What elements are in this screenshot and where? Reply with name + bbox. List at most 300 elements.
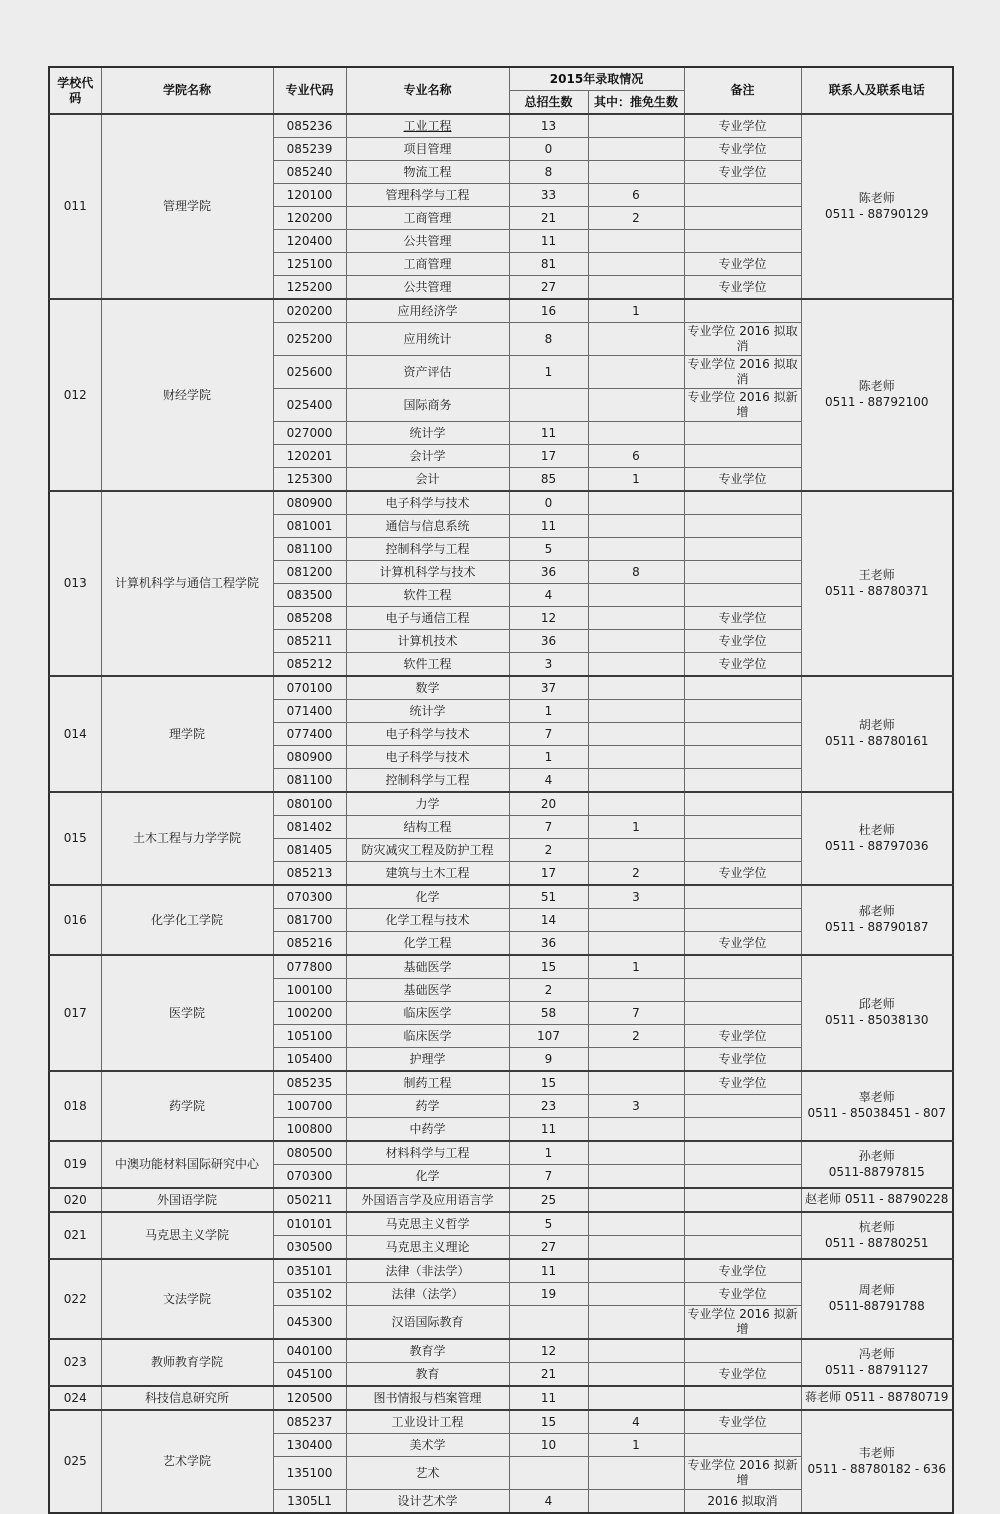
major-name-cell: 应用统计	[346, 323, 509, 356]
school-code-cell: 025	[49, 1410, 101, 1513]
remark-cell	[684, 746, 801, 769]
remark-cell	[684, 538, 801, 561]
major-code-cell: 030500	[273, 1236, 346, 1260]
remark-cell	[684, 230, 801, 253]
contact-cell	[801, 1386, 953, 1410]
remark-cell: 专业学位 2016 拟取消	[684, 323, 801, 356]
table-row	[49, 1339, 953, 1363]
contact-cell	[801, 676, 953, 792]
recommended-exempt-cell	[588, 422, 684, 445]
school-code-cell: 022	[49, 1259, 101, 1339]
contact-cell	[801, 1141, 953, 1188]
major-name-cell: 基础医学	[346, 955, 509, 979]
total-enrollment-cell: 58	[509, 1002, 588, 1025]
total-enrollment-cell: 17	[509, 445, 588, 468]
total-enrollment-cell: 0	[509, 491, 588, 515]
major-code-cell: 080900	[273, 491, 346, 515]
major-code-cell: 100200	[273, 1002, 346, 1025]
remark-cell	[684, 839, 801, 862]
remark-cell: 专业学位 2016 拟新增	[684, 1306, 801, 1340]
recommended-exempt-cell: 1	[588, 299, 684, 323]
recommended-exempt-cell	[588, 1457, 684, 1490]
remark-cell	[684, 1118, 801, 1142]
recommended-exempt-cell	[588, 1188, 684, 1212]
major-name-cell: 计算机技术	[346, 630, 509, 653]
major-name-cell: 软件工程	[346, 653, 509, 677]
major-code-cell: 071400	[273, 700, 346, 723]
contact-line: 胡老师	[858, 718, 895, 733]
recommended-exempt-cell	[588, 607, 684, 630]
remark-cell: 专业学位 2016 拟新增	[684, 1457, 801, 1490]
major-code-cell: 085208	[273, 607, 346, 630]
major-code-cell: 085212	[273, 653, 346, 677]
admissions-table	[48, 66, 954, 1514]
total-enrollment-cell: 33	[509, 184, 588, 207]
total-enrollment-cell: 7	[509, 816, 588, 839]
total-enrollment-cell: 5	[509, 1212, 588, 1236]
major-code-cell: 081700	[273, 909, 346, 932]
recommended-exempt-cell: 1	[588, 955, 684, 979]
recommended-exempt-cell: 2	[588, 207, 684, 230]
recommended-exempt-cell	[588, 630, 684, 653]
college-name-cell: 外国语学院	[101, 1188, 273, 1212]
table-body	[49, 114, 953, 1513]
total-enrollment-cell: 17	[509, 862, 588, 886]
major-name-cell: 会计	[346, 468, 509, 492]
contact-line: 0511 - 88780371	[824, 583, 929, 598]
major-code-cell: 120200	[273, 207, 346, 230]
table-row	[49, 1259, 953, 1283]
recommended-exempt-cell	[588, 253, 684, 276]
remark-cell: 专业学位	[684, 862, 801, 886]
major-code-cell: 077400	[273, 723, 346, 746]
recommended-exempt-cell	[588, 1490, 684, 1514]
major-name-cell: 护理学	[346, 1048, 509, 1072]
recommended-exempt-cell: 1	[588, 1434, 684, 1457]
major-code-cell: 035102	[273, 1283, 346, 1306]
major-code-cell: 083500	[273, 584, 346, 607]
recommended-exempt-cell	[588, 1339, 684, 1363]
remark-cell: 专业学位	[684, 653, 801, 677]
contact-line: 邱老师	[858, 997, 895, 1012]
header-school-code: 学校代码	[49, 67, 101, 114]
remark-cell: 专业学位	[684, 1071, 801, 1095]
major-name-cell: 制药工程	[346, 1071, 509, 1095]
header-contact: 联系人及联系电话	[801, 67, 953, 114]
contact-line: 0511 - 88780182 - 636	[807, 1461, 946, 1476]
total-enrollment-cell: 21	[509, 207, 588, 230]
contact-cell	[801, 1259, 953, 1339]
recommended-exempt-cell	[588, 1259, 684, 1283]
total-enrollment-cell: 8	[509, 323, 588, 356]
major-name-cell: 化学工程	[346, 932, 509, 956]
contact-cell	[801, 1071, 953, 1141]
major-code-cell: 120201	[273, 445, 346, 468]
college-name-cell: 文法学院	[101, 1259, 273, 1339]
recommended-exempt-cell	[588, 723, 684, 746]
total-enrollment-cell: 1	[509, 356, 588, 389]
total-enrollment-cell: 14	[509, 909, 588, 932]
remark-cell: 专业学位	[684, 1259, 801, 1283]
contact-line: 陈老师	[858, 190, 895, 205]
recommended-exempt-cell	[588, 230, 684, 253]
major-name-cell: 电子科学与技术	[346, 491, 509, 515]
recommended-exempt-cell	[588, 676, 684, 700]
major-code-cell: 025400	[273, 389, 346, 422]
recommended-exempt-cell: 3	[588, 885, 684, 909]
contact-line: 0511 - 88780161	[824, 734, 929, 748]
header-major-code: 专业代码	[273, 67, 346, 114]
total-enrollment-cell: 27	[509, 1236, 588, 1260]
recommended-exempt-cell	[588, 515, 684, 538]
recommended-exempt-cell	[588, 138, 684, 161]
total-enrollment-cell: 11	[509, 515, 588, 538]
remark-cell: 专业学位 2016 拟新增	[684, 389, 801, 422]
remark-cell	[684, 1141, 801, 1165]
major-name-cell: 统计学	[346, 422, 509, 445]
header-row-1	[49, 67, 953, 91]
major-code-cell: 035101	[273, 1259, 346, 1283]
recommended-exempt-cell	[588, 653, 684, 677]
major-name-cell: 项目管理	[346, 138, 509, 161]
major-name-cell: 电子科学与技术	[346, 746, 509, 769]
contact-line: 0511-88791788	[828, 1299, 925, 1313]
school-code-cell: 014	[49, 676, 101, 792]
college-name-cell: 中澳功能材料国际研究中心	[101, 1141, 273, 1188]
recommended-exempt-cell	[588, 114, 684, 138]
major-name-cell: 工商管理	[346, 253, 509, 276]
major-name-cell: 会计学	[346, 445, 509, 468]
major-code-cell: 081200	[273, 561, 346, 584]
major-name-cell: 药学	[346, 1095, 509, 1118]
remark-cell	[684, 445, 801, 468]
major-code-cell: 085235	[273, 1071, 346, 1095]
major-name-cell: 软件工程	[346, 584, 509, 607]
major-name-cell: 美术学	[346, 1434, 509, 1457]
major-name-cell: 化学	[346, 885, 509, 909]
remark-cell	[684, 1165, 801, 1189]
school-code-cell: 020	[49, 1188, 101, 1212]
contact-cell	[801, 299, 953, 491]
major-name-cell: 公共管理	[346, 230, 509, 253]
total-enrollment-cell: 16	[509, 299, 588, 323]
major-code-cell: 081100	[273, 769, 346, 793]
total-enrollment-cell: 8	[509, 161, 588, 184]
remark-cell: 专业学位 2016 拟取消	[684, 356, 801, 389]
major-name-cell: 材料科学与工程	[346, 1141, 509, 1165]
school-code-cell: 023	[49, 1339, 101, 1386]
college-name-cell: 医学院	[101, 955, 273, 1071]
table-row	[49, 1386, 953, 1410]
remark-cell	[684, 184, 801, 207]
major-name-cell: 法律（非法学）	[346, 1259, 509, 1283]
recommended-exempt-cell	[588, 1363, 684, 1387]
total-enrollment-cell: 5	[509, 538, 588, 561]
major-code-cell: 020200	[273, 299, 346, 323]
contact-cell	[801, 491, 953, 676]
remark-cell	[684, 676, 801, 700]
recommended-exempt-cell	[588, 792, 684, 816]
recommended-exempt-cell: 4	[588, 1410, 684, 1434]
recommended-exempt-cell: 1	[588, 816, 684, 839]
remark-cell	[684, 792, 801, 816]
contact-line: 0511 - 88790187	[824, 920, 929, 934]
major-code-cell: 010101	[273, 1212, 346, 1236]
recommended-exempt-cell: 6	[588, 445, 684, 468]
total-enrollment-cell: 37	[509, 676, 588, 700]
remark-cell	[684, 584, 801, 607]
total-enrollment-cell: 0	[509, 138, 588, 161]
major-name-cell: 图书情报与档案管理	[346, 1386, 509, 1410]
contact-line: 0511 - 85038130	[824, 1013, 929, 1027]
contact-line: 0511 - 88791127	[824, 1362, 929, 1377]
table-row	[49, 1212, 953, 1236]
remark-cell	[684, 561, 801, 584]
recommended-exempt-cell: 6	[588, 184, 684, 207]
school-code-cell: 019	[49, 1141, 101, 1188]
recommended-exempt-cell: 8	[588, 561, 684, 584]
remark-cell	[684, 1212, 801, 1236]
total-enrollment-cell: 27	[509, 276, 588, 300]
header-remark: 备注	[684, 67, 801, 114]
college-name-cell: 药学院	[101, 1071, 273, 1141]
college-name-cell: 土木工程与力学学院	[101, 792, 273, 885]
table-row	[49, 676, 953, 700]
major-code-cell: 120100	[273, 184, 346, 207]
major-name-cell: 应用经济学	[346, 299, 509, 323]
total-enrollment-cell: 10	[509, 1434, 588, 1457]
remark-cell: 专业学位	[684, 1363, 801, 1387]
total-enrollment-cell: 19	[509, 1283, 588, 1306]
major-name-cell: 法律（法学）	[346, 1283, 509, 1306]
total-enrollment-cell: 15	[509, 955, 588, 979]
major-code-cell: 085239	[273, 138, 346, 161]
major-code-cell: 080500	[273, 1141, 346, 1165]
school-code-cell: 021	[49, 1212, 101, 1259]
remark-cell: 专业学位	[684, 607, 801, 630]
recommended-exempt-cell	[588, 1141, 684, 1165]
school-code-cell: 013	[49, 491, 101, 676]
major-name-cell: 艺术	[346, 1457, 509, 1490]
major-name-cell: 公共管理	[346, 276, 509, 300]
college-name-cell: 理学院	[101, 676, 273, 792]
major-name-cell: 汉语国际教育	[346, 1306, 509, 1340]
school-code-cell: 024	[49, 1386, 101, 1410]
total-enrollment-cell: 12	[509, 1339, 588, 1363]
table-row	[49, 1410, 953, 1434]
major-code-cell: 100800	[273, 1118, 346, 1142]
major-name-cell: 教育	[346, 1363, 509, 1387]
major-code-cell: 081402	[273, 816, 346, 839]
contact-line: 杭老师	[858, 1219, 895, 1234]
recommended-exempt-cell	[588, 932, 684, 956]
major-name-cell: 管理科学与工程	[346, 184, 509, 207]
table-row	[49, 792, 953, 816]
recommended-exempt-cell	[588, 700, 684, 723]
total-enrollment-cell: 4	[509, 584, 588, 607]
table-row	[49, 885, 953, 909]
major-name-cell: 控制科学与工程	[346, 538, 509, 561]
recommended-exempt-cell	[588, 1071, 684, 1095]
major-name-cell: 临床医学	[346, 1025, 509, 1048]
major-name-cell: 力学	[346, 792, 509, 816]
major-code-cell: 120400	[273, 230, 346, 253]
total-enrollment-cell: 81	[509, 253, 588, 276]
major-code-cell: 120500	[273, 1386, 346, 1410]
recommended-exempt-cell	[588, 276, 684, 300]
remark-cell	[684, 909, 801, 932]
total-enrollment-cell: 36	[509, 561, 588, 584]
remark-cell	[684, 1236, 801, 1260]
college-name-cell: 计算机科学与通信工程学院	[101, 491, 273, 676]
contact-line: 周老师	[858, 1283, 895, 1298]
total-enrollment-cell	[509, 389, 588, 422]
college-name-cell: 马克思主义学院	[101, 1212, 273, 1259]
major-name-cell: 防灾减灾工程及防护工程	[346, 839, 509, 862]
major-name-cell: 化学	[346, 1165, 509, 1189]
college-name-cell: 教师教育学院	[101, 1339, 273, 1386]
major-name-cell: 基础医学	[346, 979, 509, 1002]
total-enrollment-cell: 7	[509, 1165, 588, 1189]
remark-cell	[684, 1188, 801, 1212]
major-name-cell: 化学工程与技术	[346, 909, 509, 932]
total-enrollment-cell: 85	[509, 468, 588, 492]
contact-line: 0511-88797815	[828, 1164, 925, 1179]
major-name-cell: 外国语言学及应用语言学	[346, 1188, 509, 1212]
recommended-exempt-cell	[588, 1118, 684, 1142]
college-name-cell: 艺术学院	[101, 1410, 273, 1513]
contact-line: 郝老师	[858, 904, 895, 919]
remark-cell: 专业学位	[684, 161, 801, 184]
major-code-cell: 081001	[273, 515, 346, 538]
contact-cell	[801, 792, 953, 885]
major-name-cell: 教育学	[346, 1339, 509, 1363]
total-enrollment-cell: 12	[509, 607, 588, 630]
recommended-exempt-cell	[588, 1165, 684, 1189]
contact-line: 冯老师	[858, 1346, 895, 1361]
table-row	[49, 1141, 953, 1165]
remark-cell	[684, 885, 801, 909]
major-code-cell: 077800	[273, 955, 346, 979]
contact-line: 孙老师	[858, 1148, 895, 1163]
total-enrollment-cell: 11	[509, 422, 588, 445]
major-name-cell: 设计艺术学	[346, 1490, 509, 1514]
header-recommended-exempt: 其中：推免生数	[588, 91, 684, 115]
major-name-cell: 电子科学与技术	[346, 723, 509, 746]
total-enrollment-cell: 4	[509, 1490, 588, 1514]
remark-cell	[684, 979, 801, 1002]
major-code-cell: 040100	[273, 1339, 346, 1363]
major-code-cell: 050211	[273, 1188, 346, 1212]
recommended-exempt-cell	[588, 584, 684, 607]
major-code-cell: 085213	[273, 862, 346, 886]
remark-cell	[684, 207, 801, 230]
total-enrollment-cell: 20	[509, 792, 588, 816]
total-enrollment-cell: 107	[509, 1025, 588, 1048]
contact-line: 韦老师	[858, 1445, 895, 1460]
major-name-cell: 资产评估	[346, 356, 509, 389]
table-row	[49, 955, 953, 979]
major-code-cell: 085236	[273, 114, 346, 138]
major-code-cell: 125100	[273, 253, 346, 276]
contact-cell	[801, 1339, 953, 1386]
contact-line: 赵老师 0511 - 88790228	[805, 1192, 949, 1207]
major-code-cell: 070300	[273, 1165, 346, 1189]
school-code-cell: 018	[49, 1071, 101, 1141]
recommended-exempt-cell	[588, 909, 684, 932]
remark-cell	[684, 491, 801, 515]
recommended-exempt-cell	[588, 323, 684, 356]
recommended-exempt-cell	[588, 538, 684, 561]
major-code-cell: 085216	[273, 932, 346, 956]
remark-cell: 专业学位	[684, 630, 801, 653]
contact-line: 0511 - 85038451 - 807	[807, 1106, 946, 1120]
major-code-cell: 085237	[273, 1410, 346, 1434]
remark-cell	[684, 769, 801, 793]
recommended-exempt-cell: 2	[588, 1025, 684, 1048]
table-row	[49, 114, 953, 138]
major-code-cell: 125200	[273, 276, 346, 300]
major-code-cell: 080100	[273, 792, 346, 816]
recommended-exempt-cell	[588, 161, 684, 184]
remark-cell	[684, 299, 801, 323]
total-enrollment-cell: 1	[509, 746, 588, 769]
total-enrollment-cell: 11	[509, 1118, 588, 1142]
total-enrollment-cell: 15	[509, 1071, 588, 1095]
recommended-exempt-cell: 1	[588, 468, 684, 492]
recommended-exempt-cell	[588, 746, 684, 769]
major-name-cell: 建筑与土木工程	[346, 862, 509, 886]
remark-cell	[684, 515, 801, 538]
remark-cell: 专业学位	[684, 1283, 801, 1306]
contact-line: 辜老师	[858, 1090, 895, 1105]
header-total-enrollment: 总招生数	[509, 91, 588, 115]
contact-line: 0511 - 88797036	[824, 838, 929, 853]
contact-cell	[801, 1188, 953, 1212]
total-enrollment-cell: 9	[509, 1048, 588, 1072]
remark-cell: 专业学位	[684, 1410, 801, 1434]
remark-cell	[684, 1386, 801, 1410]
major-code-cell: 105100	[273, 1025, 346, 1048]
header-admission-2015: 2015年录取情况	[509, 67, 684, 91]
recommended-exempt-cell: 7	[588, 1002, 684, 1025]
major-code-cell: 081405	[273, 839, 346, 862]
remark-cell: 专业学位	[684, 1048, 801, 1072]
major-code-cell: 045300	[273, 1306, 346, 1340]
major-name-cell: 临床医学	[346, 1002, 509, 1025]
recommended-exempt-cell	[588, 769, 684, 793]
remark-cell	[684, 816, 801, 839]
total-enrollment-cell: 36	[509, 630, 588, 653]
major-code-cell: 135100	[273, 1457, 346, 1490]
total-enrollment-cell: 7	[509, 723, 588, 746]
recommended-exempt-cell	[588, 839, 684, 862]
total-enrollment-cell	[509, 1457, 588, 1490]
major-name-cell: 结构工程	[346, 816, 509, 839]
major-name-cell: 国际商务	[346, 389, 509, 422]
total-enrollment-cell: 1	[509, 700, 588, 723]
major-code-cell: 1305L1	[273, 1490, 346, 1514]
recommended-exempt-cell	[588, 1283, 684, 1306]
major-name-cell: 通信与信息系统	[346, 515, 509, 538]
contact-line: 杜老师	[858, 822, 895, 837]
total-enrollment-cell: 51	[509, 885, 588, 909]
total-enrollment-cell: 11	[509, 1259, 588, 1283]
major-code-cell: 027000	[273, 422, 346, 445]
remark-cell	[684, 1339, 801, 1363]
remark-cell: 专业学位	[684, 932, 801, 956]
contact-line: 陈老师	[858, 379, 895, 394]
